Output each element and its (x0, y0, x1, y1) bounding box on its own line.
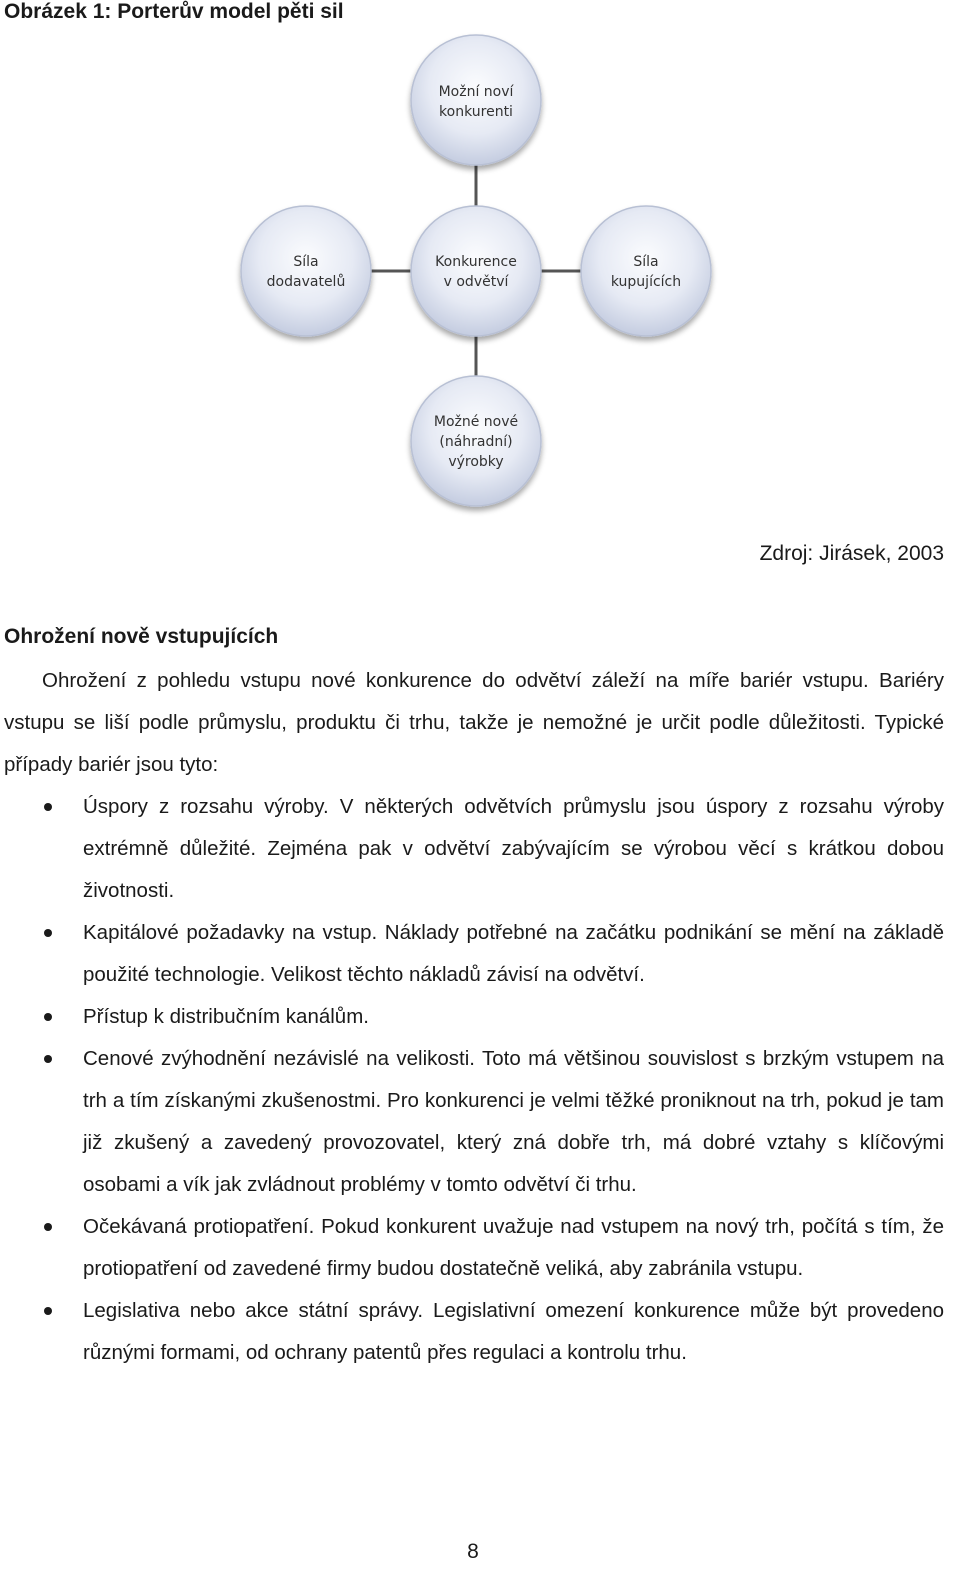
node-substitutes (411, 376, 541, 506)
bullet-icon (44, 1055, 52, 1063)
list-item: Přístup k distribučním kanálům. (0, 996, 944, 1038)
list-item: Cenové zvýhodnění nezávislé na velikosti. Toto má většinou souvislost s brzkým vstupem na trh a tím získanými zkušenostmi. Pro konkurenci je velmi těžké proniknout na trh, pokud je tam již zkušený a zavedený provozovatel, který zná dobře trh, má dobré vztahy s klíčovými osobami a vík jak zvládnout problémy v tomto odvětví či trhu. (0, 1038, 944, 1206)
bullet-icon (44, 1223, 52, 1231)
list-item: Úspory z rozsahu výroby. V některých odvětvích průmyslu jsou úspory z rozsahu výroby extrémně důležité. Zejména pak v odvětví zabývajícím se výrobou věcí s krátkou dobou životnosti. (0, 786, 944, 912)
svg-text:Možní novíkonkurenti: Možní noví konkurenti (438, 84, 514, 120)
svg-text:Konkurencev odvětví: Konkurence v odvětví (435, 254, 517, 290)
list-item: Legislativa nebo akce státní správy. Legislativní omezení konkurence může být provedeno různými formami, od ochrany patentů přes regulaci a kontrolu trhu. (0, 1290, 944, 1374)
section-heading: Ohrožení nově vstupujících (4, 625, 279, 648)
svg-text:Síladodavatelů: Síla dodavatelů (266, 254, 346, 290)
bullet-icon (44, 1013, 52, 1021)
barrier-list (0, 786, 944, 1374)
svg-text:Možné nové(náhradní)výrobky: Možné nové (náhradní) výrobky (433, 414, 519, 470)
list-item: Kapitálové požadavky na vstup. Náklady potřebné na začátku podnikání se mění na základě použité technologie. Velikost těchto nákladů závisí na odvětví. (0, 912, 944, 996)
page-number: 8 (467, 1540, 479, 1563)
figure-source: Zdroj: Jirásek, 2003 (759, 542, 944, 565)
node-supplier-power (241, 206, 371, 336)
figure-title: Obrázek 1: Porterův model pěti sil (4, 0, 344, 23)
intro-paragraph-text: Ohrožení z pohledu vstupu nové konkurence do odvětví záleží na míře bariér vstupu. Bariéry vstupu se liší podle průmyslu, produktu či trhu, takže je nemožné je určit podle důležitosti. Typické případy bariér jsou tyto: (4, 669, 944, 776)
intro-paragraph (4, 660, 944, 786)
bullet-icon (44, 803, 52, 811)
svg-text:Sílakupujících: Síla kupujících (610, 254, 682, 290)
node-buyer-power (581, 206, 711, 336)
porter-five-forces-diagram (0, 0, 960, 520)
list-item: Očekávaná protiopatření. Pokud konkurent uvažuje nad vstupem na nový trh, počítá s tím, že protiopatření od zavedené firmy budou dostatečně veliká, aby zabránila vstupu. (0, 1206, 944, 1290)
node-new-entrants (411, 35, 541, 165)
bullet-icon (44, 1307, 52, 1315)
bullet-icon (44, 929, 52, 937)
node-industry-rivalry (411, 206, 541, 336)
